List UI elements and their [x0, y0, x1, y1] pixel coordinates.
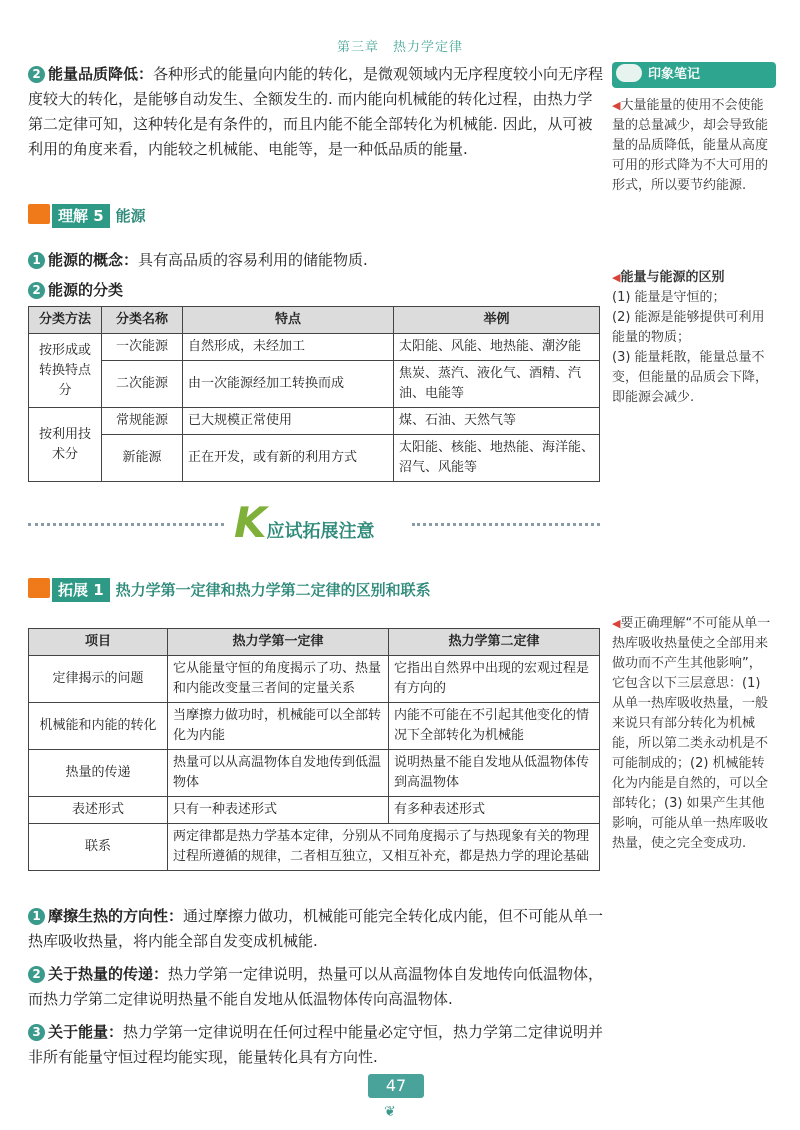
tag-title: 能源	[115, 207, 146, 225]
table-cell: 内能不可能在不引起其他变化的情况下全部转化为机械能	[389, 703, 600, 750]
tag-title: 热力学第一定律和热力学第二定律的区别和联系	[115, 581, 431, 599]
table-cell: 机械能和内能的转化	[29, 703, 168, 750]
note-text: 要正确理解“不可能从单一热库吸收热量使之全部用来做功而不产生其他影响”，它包含以下三层意思：(1) 从单一热库吸收热量，一般来说只有部分转化为机械能，所以第二类永动机是不可能制成的；(2) 机械能转化为内能是自然的，可以全部转化；(3) 如果产生其他影响，可能从单一热库吸收热量，使之完全变成功.	[612, 616, 771, 851]
k-letter-icon: K	[234, 498, 267, 547]
chapter-header: 第三章 热力学定律	[336, 40, 463, 55]
point-friction	[28, 904, 606, 954]
point-text: 热力学第一定律说明在任何过程中能量必定守恒，热力学第二定律说明并非所有能量守恒过程均能实现，能量转化具有方向性.	[28, 1023, 604, 1066]
group-cell: 按利用技术分	[29, 408, 102, 482]
understand-5-tag	[28, 204, 146, 228]
energy-classification-table	[28, 306, 600, 482]
tag-label: 拓展 1	[52, 578, 110, 602]
quality-term: 能量品质降低：	[48, 65, 154, 83]
table-cell: 联系	[29, 824, 168, 871]
table-row	[29, 703, 600, 750]
table-cell: 当摩擦力做功时，机械能可以全部转化为内能	[168, 703, 389, 750]
table-row	[29, 361, 600, 408]
point-text: 通过摩擦力做功，机械能可能完全转化成内能，但不可能从单一热库吸收热量，将内能全部自发变成机械能.	[28, 907, 604, 950]
note-energy-quality	[612, 96, 772, 196]
note-line: (3) 能量耗散，能量总量不变，但能量的品质会下降，即能源会减少.	[612, 350, 769, 405]
tag-label: 理解 5	[52, 204, 110, 228]
table-cell: 常规能源	[102, 408, 183, 435]
point-heat-transfer	[28, 962, 606, 1012]
table-cell: 二次能源	[102, 361, 183, 408]
note-second-law	[612, 614, 772, 854]
table-cell: 太阳能、风能、地热能、潮汐能	[394, 334, 600, 361]
group-cell: 按形成或转换特点分	[29, 334, 102, 408]
note-line: (1) 能量是守恒的；	[612, 290, 726, 305]
table-row	[29, 408, 600, 435]
table-cell: 它指出自然界中出现的宏观过程是有方向的	[389, 656, 600, 703]
table-cell: 焦炭、蒸汽、液化气、酒精、汽油、电能等	[394, 361, 600, 408]
notebook-icon	[616, 64, 642, 82]
concept-term: 能源的概念：	[48, 251, 139, 269]
energy-concept	[28, 248, 606, 273]
point-text: 热力学第一定律说明，热量可以从高温物体自发地传向低温物体，而热力学第二定律说明热量不能自发地从低温物体传向高温物体.	[28, 965, 604, 1008]
quality-text: 各种形式的能量向内能的转化，是微观领域内无序程度较小向无序程度较大的转化，是能够自动发生、全额发生的. 而内能向机械能的转化过程，由热力学第二定律可知，这种转化是有条件的，而且内能不能全部转化为机械能. 因此，从可被利用的角度来看，内能较之机械能、电能等，是一种低品质的能量.	[28, 65, 604, 158]
page-number: 47	[368, 1074, 424, 1098]
table-header-row	[29, 629, 600, 656]
concept-text: 具有高品质的容易利用的储能物质.	[138, 251, 368, 269]
table-cell: 新能源	[102, 435, 183, 482]
number-badge: 3	[28, 1024, 45, 1041]
table-cell: 自然形成，未经加工	[183, 334, 394, 361]
number-badge: 2	[28, 966, 45, 983]
divider-right	[412, 523, 600, 526]
table-cell: 有多种表述形式	[389, 797, 600, 824]
note-text: 大量能量的使用不会使能量的总量减少，却会导致能量的品质降低，能量从高度可用的形式降为不大可用的形式，所以要节约能源.	[612, 98, 769, 193]
table-cell: 表述形式	[29, 797, 168, 824]
leaf-icon: ❦	[384, 1104, 396, 1120]
table-cell: 它从能量守恒的角度揭示了功、热量和内能改变量三者间的定量关系	[168, 656, 389, 703]
table-row	[29, 824, 600, 871]
triangle-icon: ◀	[612, 271, 621, 284]
number-badge: 2	[28, 66, 45, 83]
section-title	[234, 498, 375, 547]
note-heading: 能量与能源的区别	[620, 270, 725, 285]
energy-class-heading	[28, 278, 606, 303]
column-header: 举例	[394, 307, 600, 334]
table-cell: 一次能源	[102, 334, 183, 361]
note-header	[612, 62, 776, 88]
table-cell: 说明热量不能自发地从低温物体传到高温物体	[389, 750, 600, 797]
table-row	[29, 334, 600, 361]
column-header: 项目	[29, 629, 168, 656]
table-header-row	[29, 307, 600, 334]
book-icon	[28, 204, 50, 224]
triangle-icon: ◀	[612, 617, 621, 630]
table-row	[29, 750, 600, 797]
table-cell: 煤、石油、天然气等	[394, 408, 600, 435]
number-badge: 2	[28, 282, 45, 299]
column-header: 分类方法	[29, 307, 102, 334]
table-cell: 热量可以从高温物体自发地传到低温物体	[168, 750, 389, 797]
divider-left	[28, 523, 224, 526]
thermodynamics-laws-table	[28, 628, 600, 871]
column-header: 分类名称	[102, 307, 183, 334]
column-header: 特点	[183, 307, 394, 334]
point-term: 关于热量的传递：	[48, 965, 169, 983]
table-cell: 定律揭示的问题	[29, 656, 168, 703]
number-badge: 1	[28, 252, 45, 269]
point-energy	[28, 1020, 606, 1070]
table-row	[29, 797, 600, 824]
section-title-text: 应试拓展注意	[266, 521, 375, 542]
point-term: 摩擦生热的方向性：	[48, 907, 184, 925]
table-cell: 由一次能源经加工转换而成	[183, 361, 394, 408]
table-cell: 只有一种表述形式	[168, 797, 389, 824]
table-cell: 正在开发，或有新的利用方式	[183, 435, 394, 482]
note-line: (2) 能源是能够提供可利用能量的物质；	[612, 310, 765, 345]
table-row	[29, 435, 600, 482]
note-energy-vs-source	[612, 268, 772, 408]
number-badge: 1	[28, 908, 45, 925]
book-icon	[28, 578, 50, 598]
extend-1-tag	[28, 578, 431, 602]
triangle-icon: ◀	[612, 99, 621, 112]
table-cell: 已大规模正常使用	[183, 408, 394, 435]
table-row	[29, 656, 600, 703]
note-title: 印象笔记	[648, 67, 701, 82]
column-header: 热力学第二定律	[389, 629, 600, 656]
column-header: 热力学第一定律	[168, 629, 389, 656]
point-term: 关于能量：	[48, 1023, 124, 1041]
table-cell: 热量的传递	[29, 750, 168, 797]
table-cell: 两定律都是热力学基本定律，分别从不同角度揭示了与热现象有关的物理过程所遵循的规律，二者相互独立，又相互补充，都是热力学的理论基础	[168, 824, 600, 871]
class-term: 能源的分类	[48, 281, 124, 299]
quality-paragraph	[28, 62, 606, 162]
table-cell: 太阳能、核能、地热能、海洋能、沼气、风能等	[394, 435, 600, 482]
